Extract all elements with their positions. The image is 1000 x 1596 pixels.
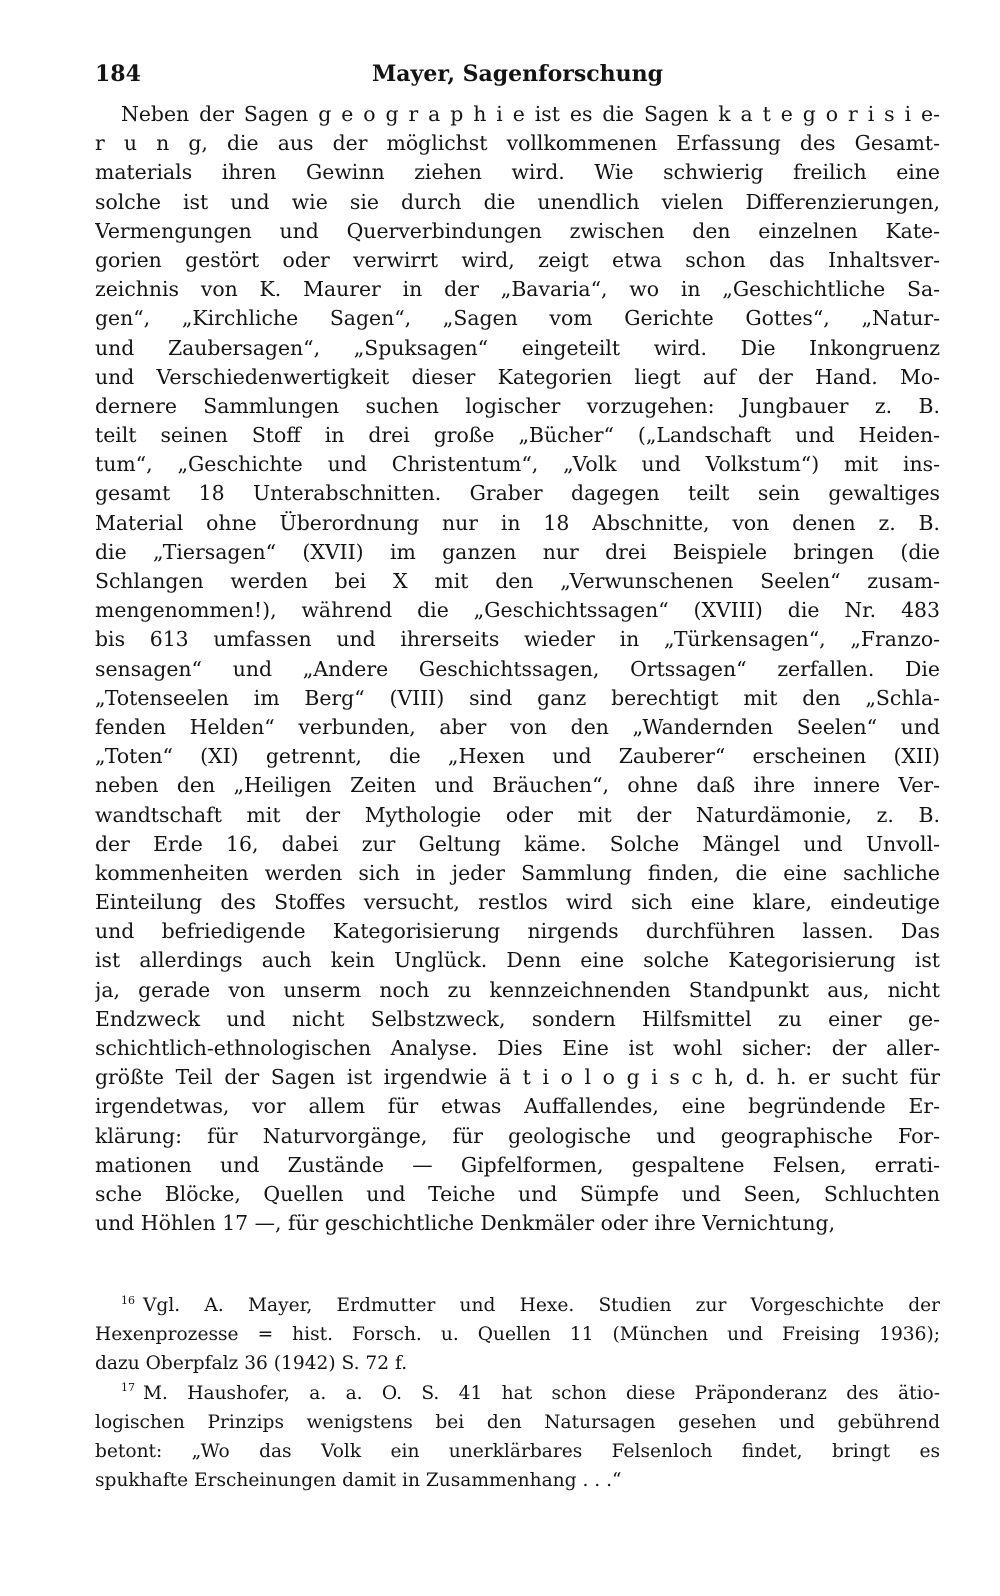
text-line: bis 613 umfassen und ihrerseits wieder in „Türkensagen“, „Franzo-	[95, 627, 940, 652]
text-line: materials ihren Gewinn ziehen wird. Wie schwierig freilich eine	[95, 160, 940, 185]
text-line: fenden Helden“ verbunden, aber von den „Wandernden Seelen“ und	[95, 714, 940, 739]
text-line: Endzweck und nicht Selbstzweck, sondern Hilfsmittel zu einer ge-	[95, 1006, 940, 1031]
text-line: mengenommen!), während die „Geschichtssagen“ (XVIII) die Nr. 483	[95, 598, 940, 623]
text-line: solche ist und wie sie durch die unendlich vielen Differenzierungen,	[95, 189, 940, 214]
text-line: sensagen“ und „Andere Geschichtssagen, Ortssagen“ zerfallen. Die	[95, 656, 940, 681]
text-line: Einteilung des Stoffes versucht, restlos wird sich eine klare, eindeutige	[95, 890, 940, 915]
footnotes	[95, 1291, 940, 1495]
text-line: gesamt 18 Unterabschnitten. Graber dagegen teilt sein gewaltiges	[95, 481, 940, 506]
footnote-line	[95, 1379, 940, 1408]
text-line: schichtlich-ethnologischen Analyse. Dies Eine ist wohl sicher: der aller-	[95, 1036, 940, 1060]
footnote-line: spukhafte Erscheinungen damit in Zusammenhang . . .“	[95, 1470, 622, 1492]
text-line: Schlangen werden bei X mit den „Verwunschenen Seelen“ zusam-	[95, 569, 940, 593]
text-line: mationen und Zustände — Gipfelformen, gespaltene Felsen, errati-	[95, 1152, 940, 1177]
text-line: und Verschiedenwertigkeit dieser Kategorien liegt auf der Hand. Mo-	[95, 364, 940, 389]
footnote-16	[95, 1291, 940, 1379]
text-line: die „Tiersagen“ (XVII) im ganzen nur drei Beispiele bringen (die	[95, 539, 940, 564]
page-number: 184	[95, 61, 141, 87]
main-paragraph	[95, 100, 940, 1238]
text-line: r u n g, die aus der möglichst vollkommenen Erfassung des Gesamt-	[95, 131, 940, 156]
text-line: und Zaubersagen“, „Spuksagen“ eingeteilt wird. Die Inkongruenz	[95, 335, 940, 360]
text-line: Vermengungen und Querverbindungen zwischen den einzelnen Kate-	[95, 218, 940, 243]
text-line: ist allerdings auch kein Unglück. Denn eine solche Kategorisierung ist	[95, 948, 940, 973]
text-line: zeichnis von K. Maurer in der „Bavaria“, wo in „Geschichtliche Sa-	[95, 277, 940, 302]
text-line: Neben der Sagen g e o g r a p h i e ist es die Sagen k a t e g o r i s i e-	[121, 102, 940, 126]
text-line: Material ohne Überordnung nur in 18 Abschnitte, von denen z. B.	[95, 510, 940, 535]
footnote-text: M. Haushofer, a. a. O. S. 41 hat schon diese Präponderanz des ätio-	[143, 1382, 940, 1404]
text-line: „Toten“ (XI) getrennt, die „Hexen und Zauberer“ erscheinen (XII)	[95, 744, 940, 769]
footnote-marker: 16	[121, 1293, 135, 1307]
text-line: ja, gerade von unserm noch zu kennzeichnenden Standpunkt aus, nicht	[95, 977, 940, 1002]
text-line: größte Teil der Sagen ist irgendwie ä t i o l o g i s c h, d. h. er sucht für	[95, 1065, 940, 1090]
text-line: neben den „Heiligen Zeiten und Bräuchen“, ohne daß ihre innere Ver-	[95, 773, 940, 798]
footnote-text: Vgl. A. Mayer, Erdmutter und Hexe. Studien zur Vorgeschichte der	[143, 1295, 940, 1316]
footnote-line: Hexenprozesse = hist. Forsch. u. Quellen 11 (München und Freising 1936);	[95, 1324, 940, 1346]
footnote-line	[95, 1291, 940, 1320]
text-line: gen“, „Kirchliche Sagen“, „Sagen vom Gerichte Gottes“, „Natur-	[95, 306, 940, 331]
footnote-line: dazu Oberpfalz 36 (1942) S. 72 f.	[95, 1353, 408, 1375]
text-line: wandtschaft mit der Mythologie oder mit der Naturdämonie, z. B.	[95, 802, 940, 827]
footnote-17	[95, 1379, 940, 1496]
text-line: „Totenseelen im Berg“ (VIII) sind ganz berechtigt mit den „Schla-	[95, 685, 940, 710]
text-line: gorien gestört oder verwirrt wird, zeigt etwa schon das Inhaltsver-	[95, 247, 940, 272]
page-header	[95, 56, 940, 92]
text-line: sche Blöcke, Quellen und Teiche und Sümpfe und Seen, Schluchten	[95, 1181, 940, 1206]
text-line: klärung: für Naturvorgänge, für geologische und geographische For-	[95, 1123, 940, 1148]
text-line: und befriedigende Kategorisierung nirgends durchführen lassen. Das	[95, 919, 940, 944]
footnote-marker: 17	[121, 1381, 135, 1395]
text-line: tum“, „Geschichte und Christentum“, „Volk und Volkstum“) mit ins-	[95, 452, 940, 477]
text-line: der Erde 16, dabei zur Geltung käme. Solche Mängel und Unvoll-	[95, 831, 940, 856]
running-title: Mayer, Sagenforschung	[371, 61, 664, 87]
footnote-line: betont: „Wo das Volk ein unerklärbares Felsenloch findet, bringt es	[95, 1440, 940, 1462]
text-line: und Höhlen 17 —, für geschichtliche Denkmäler oder ihre Vernichtung,	[95, 1211, 836, 1236]
footnote-line: logischen Prinzips wenigstens bei den Natursagen gesehen und gebührend	[95, 1411, 940, 1433]
text-line: kommenheiten werden sich in jeder Sammlung finden, die eine sachliche	[95, 860, 940, 885]
text-line: irgendetwas, vor allem für etwas Auffallendes, eine begründende Er-	[95, 1094, 940, 1119]
text-line: dernere Sammlungen suchen logischer vorzugehen: Jungbauer z. B.	[95, 393, 940, 418]
text-line: teilt seinen Stoff in drei große „Bücher“ („Landschaft und Heiden-	[95, 423, 940, 448]
